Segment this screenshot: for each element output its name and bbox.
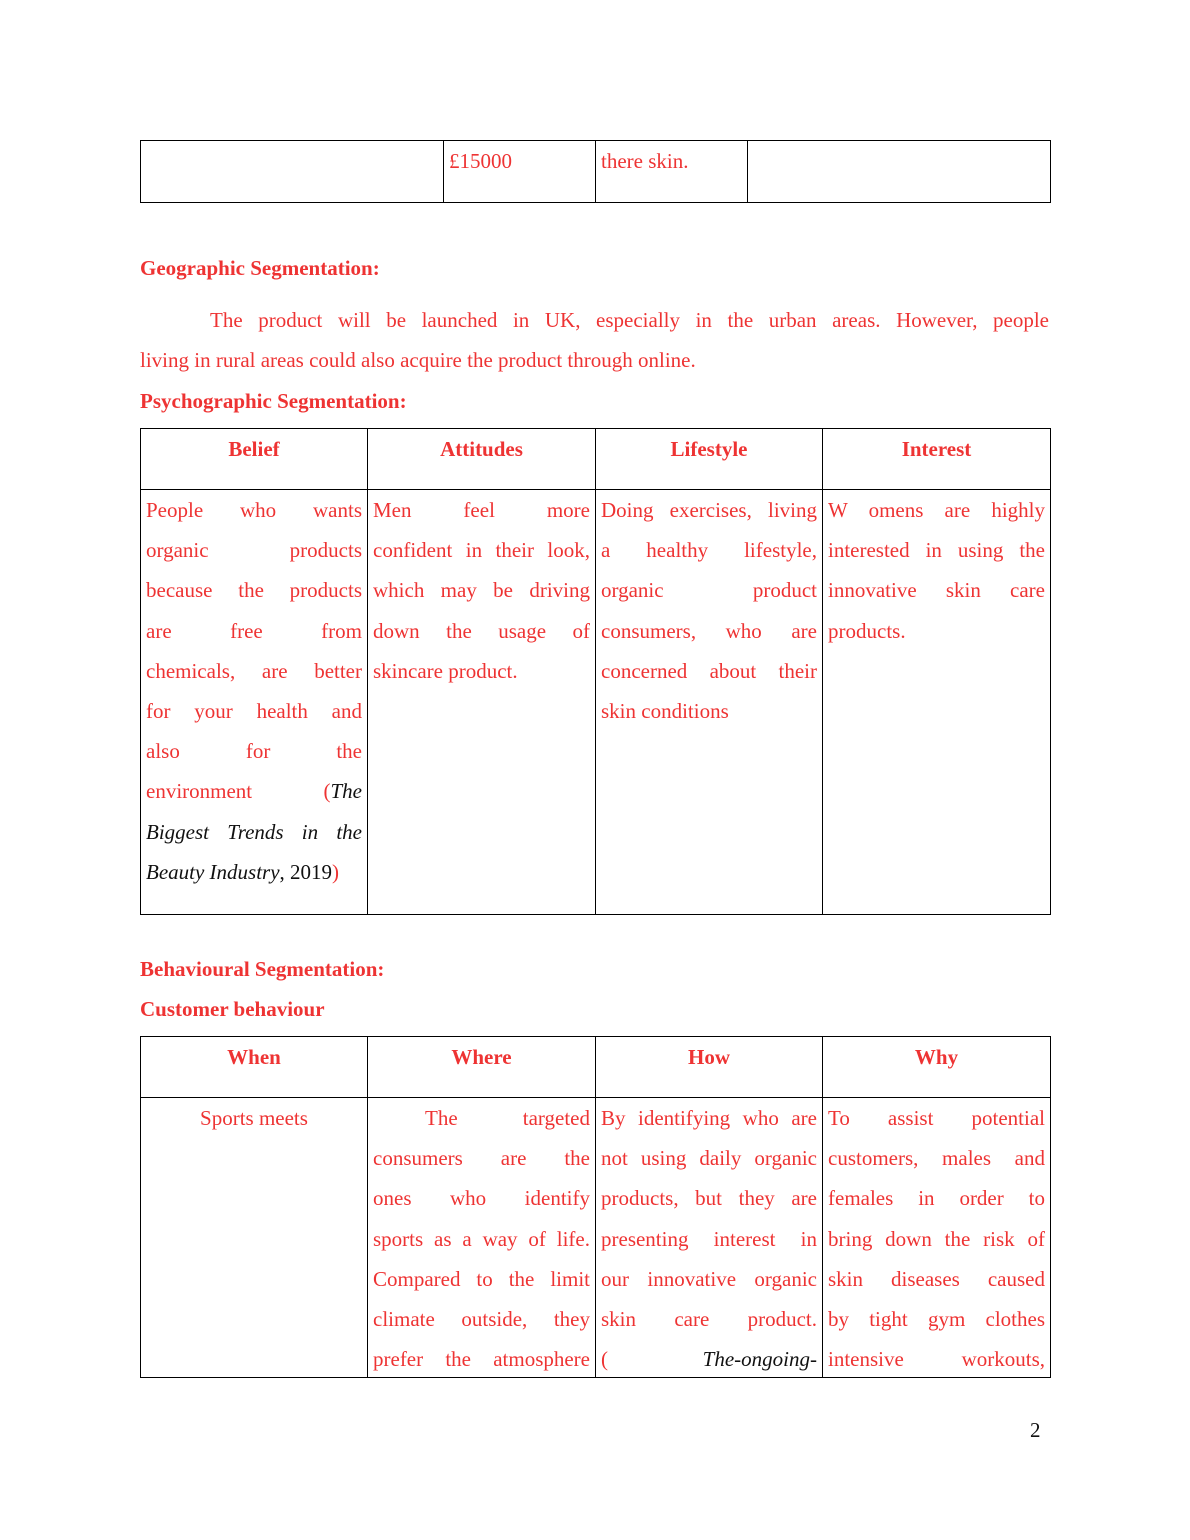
belief-cell: [141, 490, 368, 915]
belief-line: because the products: [146, 578, 362, 603]
citation-title-part: The: [330, 779, 362, 804]
attitudes-cell: [368, 490, 596, 915]
interest-cell: [823, 490, 1051, 915]
attitudes-line: down the usage of: [373, 618, 590, 643]
header-why: Why: [823, 1037, 1051, 1098]
header-when: When: [141, 1037, 368, 1098]
attitudes-line: skincare product.: [373, 658, 518, 683]
how-line: not using daily organic: [601, 1146, 817, 1171]
why-line: To assist potential: [828, 1106, 1045, 1130]
when-text: Sports meets: [200, 1106, 308, 1130]
top-table: [140, 140, 1051, 203]
behavioural-heading: Behavioural Segmentation:: [140, 957, 385, 981]
how-line: By identifying who are: [601, 1106, 817, 1130]
header-how: How: [596, 1037, 823, 1098]
how-line: skin care product.: [601, 1307, 817, 1332]
where-line: consumers are the: [373, 1146, 590, 1171]
geographic-paragraph: [140, 300, 1049, 380]
why-line: by tight gym clothes: [828, 1307, 1045, 1332]
citation-title-part: Beauty Industry: [146, 859, 280, 884]
interest-line: products.: [828, 618, 906, 643]
top-table-cell-4: [748, 141, 1051, 203]
geographic-line-2: living in rural areas could also acquire the product through online.: [140, 348, 696, 372]
belief-line: also for the: [146, 739, 362, 764]
lifestyle-line: Doing exercises, living: [601, 498, 817, 522]
why-line: females in order to: [828, 1186, 1045, 1211]
citation-year: , 2019: [279, 859, 333, 884]
belief-citation-line-3: [146, 852, 362, 892]
where-line: ones who identify: [373, 1186, 590, 1211]
why-line: bring down the risk of: [828, 1226, 1045, 1251]
top-table-text: there skin.: [596, 141, 748, 203]
how-line: our innovative organic: [601, 1266, 817, 1291]
why-cell: [823, 1098, 1051, 1378]
how-cell: [596, 1098, 823, 1378]
why-line: customers, males and: [828, 1146, 1045, 1171]
where-line: Compared to the limit: [373, 1266, 590, 1291]
header-interest: Interest: [823, 429, 1051, 490]
where-cell: [368, 1098, 596, 1378]
page-number: 2: [1030, 1418, 1041, 1442]
psychographic-table: [140, 428, 1051, 915]
lifestyle-cell: [596, 490, 823, 915]
attitudes-line: confident in their look,: [373, 538, 590, 563]
header-lifestyle: Lifestyle: [596, 429, 823, 490]
belief-env: environment: [146, 779, 253, 804]
top-table-cell-1: [141, 141, 444, 203]
belief-line: chemicals, are better: [146, 658, 362, 683]
how-line: presenting interest in: [601, 1226, 817, 1251]
belief-line: organic products: [146, 538, 362, 563]
paren-close: ): [332, 859, 340, 884]
belief-line: for your health and: [146, 699, 362, 724]
attitudes-line: Men feel more: [373, 498, 590, 522]
how-paren: (: [601, 1347, 608, 1372]
lifestyle-line: consumers, who are: [601, 618, 817, 643]
where-line: climate outside, they: [373, 1307, 590, 1332]
header-where: Where: [368, 1037, 596, 1098]
belief-line: are free from: [146, 618, 362, 643]
interest-line: W omens are highly: [828, 498, 1045, 522]
geographic-line-1: The product will be launched in UK, especially in the urban areas. However, people: [210, 308, 1049, 332]
lifestyle-line: concerned about their: [601, 658, 817, 683]
behaviour-table: [140, 1036, 1051, 1378]
lifestyle-line: organic product: [601, 578, 817, 603]
lifestyle-line: skin conditions: [601, 699, 729, 724]
belief-citation-line-1: [146, 771, 362, 811]
where-line: The targeted: [425, 1106, 590, 1130]
belief-citation-line-2: [146, 812, 362, 852]
header-belief: Belief: [141, 429, 368, 490]
geographic-heading: Geographic Segmentation:: [140, 256, 380, 280]
citation-title-part: Biggest Trends in the: [146, 819, 362, 844]
where-line: sports as a way of life.: [373, 1226, 590, 1251]
top-table-amount: £15000: [444, 141, 596, 203]
why-line: intensive workouts,: [828, 1347, 1045, 1372]
why-line: skin diseases caused: [828, 1266, 1045, 1291]
how-citation-line: [601, 1339, 817, 1377]
where-line: prefer the atmosphere: [373, 1347, 590, 1372]
header-attitudes: Attitudes: [368, 429, 596, 490]
how-line: products, but they are: [601, 1186, 817, 1211]
psychographic-heading: Psychographic Segmentation:: [140, 389, 407, 413]
interest-line: innovative skin care: [828, 578, 1045, 603]
when-cell: [141, 1098, 368, 1378]
paren-open: (: [323, 779, 331, 804]
customer-behaviour-heading: Customer behaviour: [140, 997, 325, 1021]
belief-line: People who wants: [146, 498, 362, 522]
interest-line: interested in using the: [828, 538, 1045, 563]
how-citation-title: The-ongoing-: [702, 1347, 817, 1372]
lifestyle-line: a healthy lifestyle,: [601, 538, 817, 563]
attitudes-line: which may be driving: [373, 578, 590, 603]
